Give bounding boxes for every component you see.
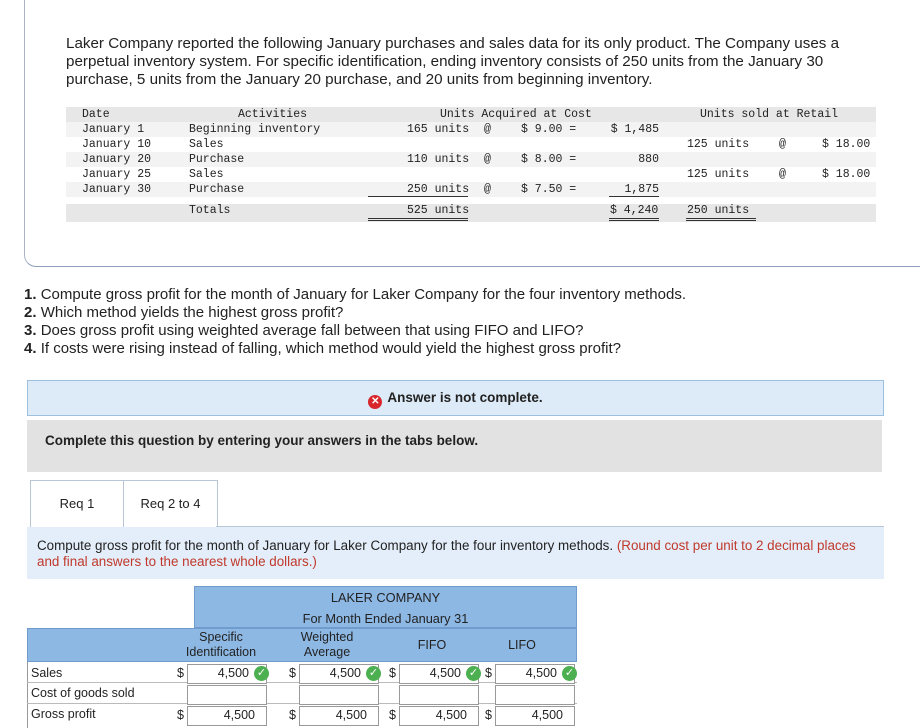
row-activity: Beginning inventory — [189, 123, 321, 136]
error-x-icon: ✕ — [368, 395, 382, 409]
row-sold-at: @ — [779, 138, 786, 151]
tab-req-1[interactable]: Req 1 — [30, 480, 124, 527]
answer-value: 4,500 — [525, 666, 557, 680]
row-acq-at: @ — [484, 153, 491, 166]
row-acq-total: 1,875 — [624, 183, 659, 196]
row-acq-cost: $ 8.00 = — [521, 153, 577, 166]
row-acq-units: 250 units — [407, 183, 470, 196]
totals-label: Totals — [189, 204, 231, 217]
header-units-acquired: Units Acquired at Cost — [440, 108, 592, 121]
row-date: January 10 — [82, 138, 152, 151]
row-activity: Sales — [189, 168, 224, 181]
row-acq-units: 110 units — [407, 153, 470, 166]
answer-status-text: Answer is not complete. — [387, 390, 543, 405]
row-acq-cost: $ 9.00 = — [521, 123, 577, 136]
correct-check-icon: ✓ — [254, 666, 269, 681]
inventory-data-table — [66, 107, 876, 221]
row-activity: Purchase — [189, 153, 245, 166]
row-sold-at: @ — [779, 168, 786, 181]
answer-status-banner — [27, 380, 884, 416]
prompt-hint: (Round cost per unit to 2 decimal places and final answers to the nearest whole dollars.) — [37, 538, 856, 569]
answer-value: 4,500 — [531, 708, 563, 722]
col-lifo: LIFO — [508, 638, 536, 652]
correct-check-icon: ✓ — [366, 666, 381, 681]
answer-value: 4,500 — [335, 708, 367, 722]
row-date: January 25 — [82, 168, 152, 181]
question-2: 2. Which method yields the highest gross profit? — [24, 304, 344, 321]
row-sold-units: 125 units — [687, 138, 750, 151]
answer-value: 4,500 — [429, 666, 461, 680]
currency-symbol: $ — [289, 666, 296, 680]
row-sales-label: Sales — [31, 666, 63, 680]
company-name: LAKER COMPANY — [330, 590, 441, 605]
col-specific-identification: Specific Identification — [185, 630, 257, 659]
row-acq-total: $ 1,485 — [610, 123, 659, 136]
currency-symbol: $ — [485, 666, 492, 680]
answer-value: 4,500 — [223, 708, 255, 722]
tab-req-2-to-4[interactable]: Req 2 to 4 — [123, 480, 218, 527]
instructions-text: Complete this question by entering your answers in the tabs below. — [45, 433, 479, 448]
header-units-sold: Units sold at Retail — [700, 108, 839, 121]
col-weighted-average: Weighted Average — [300, 630, 354, 659]
totals-sold-units: 250 units — [687, 204, 750, 217]
gross-profit-table — [27, 586, 577, 728]
prompt-text: Compute gross profit for the month of January for Laker Company for the four inventory methods. — [37, 538, 614, 553]
row-sold-units: 125 units — [687, 168, 750, 181]
answer-input[interactable] — [399, 685, 479, 705]
header-activities: Activities — [238, 108, 308, 121]
currency-symbol: $ — [389, 708, 396, 722]
prompt-bar — [27, 527, 884, 579]
row-acq-units: 165 units — [407, 123, 470, 136]
answer-value: 4,500 — [329, 666, 361, 680]
row-activity: Purchase — [189, 183, 245, 196]
answer-input[interactable] — [299, 685, 379, 705]
question-3: 3. Does gross profit using weighted average fall between that using FIFO and LIFO? — [24, 322, 584, 339]
row-date: January 1 — [82, 123, 145, 136]
currency-symbol: $ — [177, 708, 184, 722]
period-label: For Month Ended January 31 — [302, 611, 469, 626]
currency-symbol: $ — [289, 708, 296, 722]
row-acq-total: 880 — [638, 153, 659, 166]
correct-check-icon: ✓ — [562, 666, 577, 681]
question-4: 4. If costs were rising instead of falling, which method would yield the highest gross profit? — [24, 340, 621, 357]
row-acq-at: @ — [484, 183, 491, 196]
row-date: January 30 — [82, 183, 152, 196]
row-acq-at: @ — [484, 123, 491, 136]
row-cogs-label: Cost of goods sold — [31, 686, 135, 700]
row-sold-price: $ 18.00 — [822, 168, 871, 181]
answer-input[interactable] — [187, 685, 267, 705]
totals-acq-total: $ 4,240 — [610, 204, 659, 217]
row-gross-profit-label: Gross profit — [31, 707, 96, 721]
currency-symbol: $ — [177, 666, 184, 680]
answer-value: 4,500 — [217, 666, 249, 680]
header-date: Date — [82, 108, 110, 121]
instructions-box — [27, 420, 882, 472]
problem-intro-text: Laker Company reported the following January purchases and sales data for its only product. The Company uses a perpetual inventory system. For specific identification, ending inventory consists of 250 units from the January 30 purchase, 5 units from the January 20 purchase, and 20 units from beginning inventory. — [66, 35, 840, 88]
col-fifo: FIFO — [417, 638, 447, 652]
currency-symbol: $ — [389, 666, 396, 680]
answer-value: 4,500 — [435, 708, 467, 722]
totals-acq-units: 525 units — [407, 204, 470, 217]
row-acq-cost: $ 7.50 = — [521, 183, 577, 196]
questions-list — [24, 286, 884, 358]
row-sold-price: $ 18.00 — [822, 138, 871, 151]
question-1: 1. Compute gross profit for the month of January for Laker Company for the four inventory methods. — [24, 286, 687, 303]
row-activity: Sales — [189, 138, 224, 151]
row-date: January 20 — [82, 153, 152, 166]
correct-check-icon: ✓ — [466, 666, 481, 681]
answer-input[interactable] — [495, 685, 575, 705]
currency-symbol: $ — [485, 708, 492, 722]
